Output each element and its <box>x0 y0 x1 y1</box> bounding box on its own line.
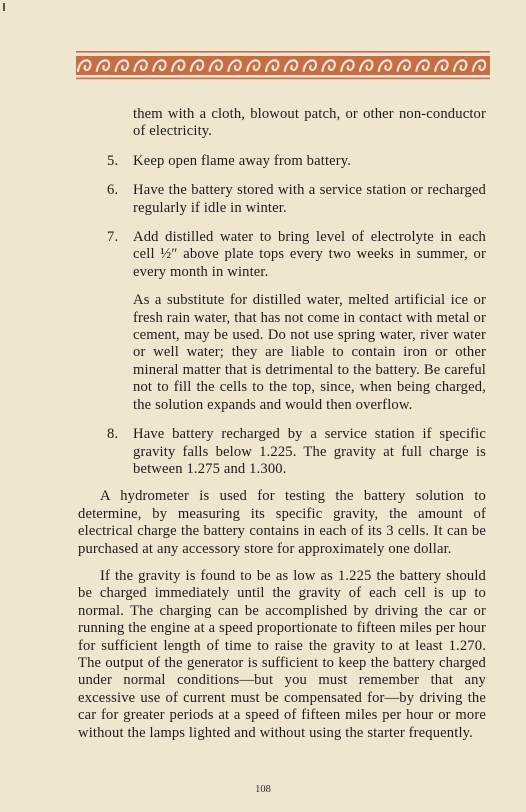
border-rule <box>76 51 490 53</box>
item-text: Have battery recharged by a service station if specific gravity falls below 1.225. The gravity at full charge is between 1.275 and 1.300. <box>133 426 486 477</box>
item-number: 8. <box>107 426 119 443</box>
item-number: 5. <box>107 152 119 169</box>
item-text: Keep open flame away from battery. <box>133 152 352 169</box>
item-number: 6. <box>107 182 119 199</box>
gravity-paragraph: If the gravity is found to be as low as 1.225 the battery should be charged immediately until the gravity of each cell is up to normal. The charging can be accomplished by driving the car or running the engine at a speed proportionate to fifteen miles per hour for sufficient length of time to raise the gravity to at least 1.270. The output of the generator is sufficient to keep the battery charged under normal conditions—but you must remember that any excessive use of current must be compensated for—by driving the car for greater periods at a speed of fifteen miles per hour or more without the lamps lighted and without using the starter frequently. <box>78 567 486 741</box>
list-item-5 <box>78 153 486 170</box>
page-number: 108 <box>255 784 271 795</box>
item-text: Add distilled water to bring level of electrolyte in each cell ½″ above plate tops every two weeks in summer, or every month in winter. <box>133 229 486 280</box>
item-number: 7. <box>107 229 119 246</box>
list-item-8 <box>78 426 486 478</box>
corner-mark <box>3 3 5 11</box>
list-item-6 <box>78 182 486 217</box>
wave-scroll-border <box>76 51 490 80</box>
item-7-note: As a substitute for distilled water, melted artificial ice or fresh rain water, that has not come in contact with metal or cement, may be used. Do not use spring water, river water or well water; they are liable to contain iron or other mineral matter that is detrimental to the battery. Be careful not to fill the cells to the top, since, when being charged, the solution expands and would then overflow. <box>133 292 486 413</box>
hydrometer-paragraph: A hydrometer is used for testing the battery solution to determine, by measuring its specific gravity, the amount of electrical charge the battery contains in each of its 3 cells. It can be purchased at any accessory store for approximately one dollar. <box>78 488 486 557</box>
continuation-text: them with a cloth, blowout patch, or other non-conductor of electricity. <box>133 106 486 140</box>
item-text: Have the battery stored with a service station or recharged regularly if idle in winter. <box>133 182 486 216</box>
list-item-7 <box>78 229 486 281</box>
page-body <box>78 106 486 742</box>
border-rule <box>76 78 490 80</box>
